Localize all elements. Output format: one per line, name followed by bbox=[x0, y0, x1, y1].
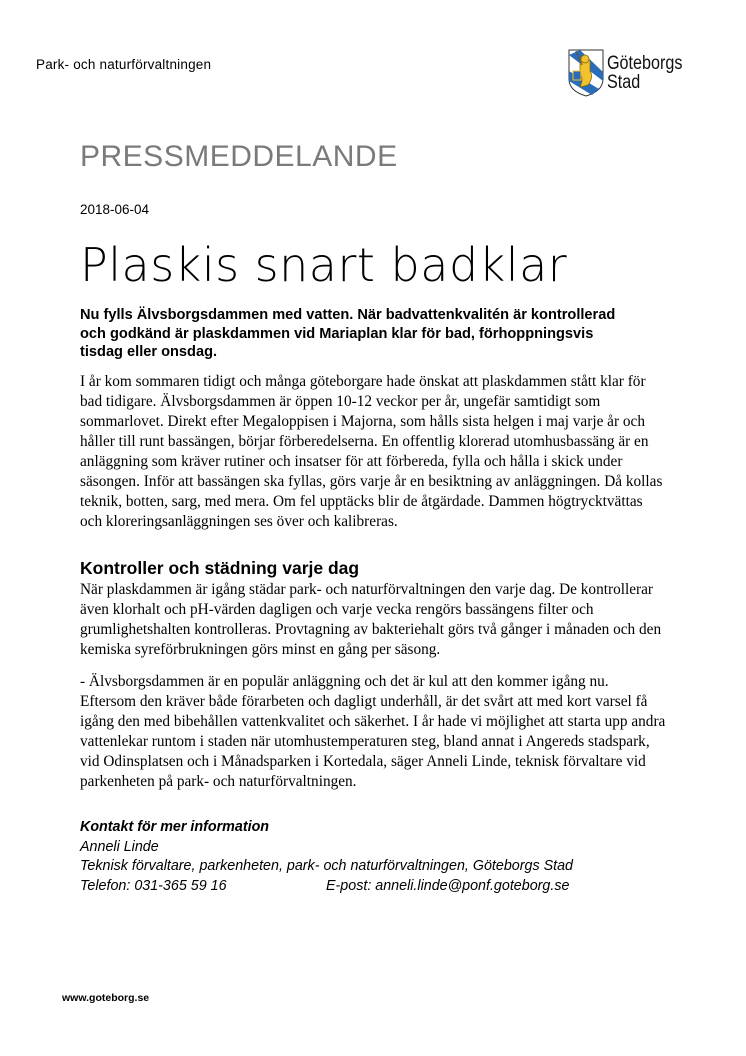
document-type: PRESSMEDDELANDE bbox=[80, 140, 398, 173]
lead-line: och godkänd är plaskdammen vid Mariaplan klar för bad, förhoppningsvis bbox=[80, 325, 594, 342]
text-line: håller till runt bassängen, börjar förberedelserna. En offentlig klorerad utomhusbassäng är en bbox=[80, 433, 649, 450]
text-line: Eftersom den kräver både förarbeten och dagligt underhåll, är det svårt att med kort varsel få bbox=[80, 693, 648, 710]
contact-role: Teknisk förvaltare, parkenheten, park- och naturförvaltningen, Göteborgs Stad bbox=[80, 858, 573, 874]
logo-text-line1: Göteborgs bbox=[607, 53, 683, 74]
paragraph-1 bbox=[80, 372, 662, 532]
contact-name: Anneli Linde bbox=[80, 838, 159, 855]
lead-paragraph bbox=[80, 306, 615, 362]
text-line: även klorhalt och pH-värden dagligen och varje vecka rengörs bassängens filter och bbox=[80, 601, 594, 618]
text-line: anläggning som kräver rutiner och insatser för att förbereda, fylla och hålla i skick under bbox=[80, 453, 623, 470]
publish-date: 2018-06-04 bbox=[80, 202, 150, 217]
contact-heading: Kontakt för mer information bbox=[80, 819, 270, 835]
website-link[interactable]: www.goteborg.se bbox=[62, 992, 150, 1004]
contact-phone: Telefon: 031-365 59 16 bbox=[80, 877, 227, 894]
text-line: bad tidigare. Älvsborgsdammen är öppen 10-12 veckor per år, ungefär samtidigt som bbox=[80, 393, 601, 410]
text-line: säsongen. Inför att bassängen ska fyllas, görs varje år en besiktning av anläggningen. Då kollas bbox=[80, 473, 663, 490]
text-line: kemiska syreförbrukningen görs minst en gång per säsong. bbox=[80, 641, 441, 658]
page-title: Plaskis snart badklar bbox=[80, 238, 568, 292]
text-line: och kloreringsanläggningen ses över och kalibreras. bbox=[80, 513, 398, 530]
text-line: - Älvsborgsdammen är en populär anläggning och det är kul att den kommer igång nu. bbox=[80, 673, 609, 690]
text-line: grumlighetshalten kontrolleras. Provtagning av bakteriehalt görs två gånger i månaden och den bbox=[80, 621, 662, 638]
lead-line: tisdag eller onsdag. bbox=[80, 344, 218, 360]
text-line: vattenlekar runtom i staden när utomhustemperaturen steg, bland annat i Angereds stadspark, bbox=[80, 733, 650, 750]
paragraph-2 bbox=[80, 580, 661, 660]
text-line: teknik, botten, sarg, med mera. Om fel upptäcks blir de åtgärdade. Dammen högtrycktvättas bbox=[80, 493, 643, 510]
contact-block bbox=[80, 818, 573, 896]
text-line: När plaskdammen är igång städar park- och naturförvaltningen den varje dag. De kontrollerar bbox=[80, 581, 653, 598]
contact-details bbox=[80, 877, 573, 897]
text-line: sommarlovet. Direkt efter Megaloppisen i Majorna, som hålls sista helgen i maj varje år och bbox=[80, 413, 645, 430]
lead-line: Nu fylls Älvsborgsdammen med vatten. När badvattenkvalitén är kontrollerad bbox=[80, 307, 616, 323]
logo-text-line2: Stad bbox=[607, 72, 641, 93]
department-name: Park- och naturförvaltningen bbox=[36, 57, 212, 72]
text-line: vid Odinsplatsen och i Månadsparken i Kortedala, säger Anneli Linde, teknisk förvaltare vid bbox=[80, 753, 646, 770]
contact-email[interactable]: E-post: anneli.linde@ponf.goteborg.se bbox=[326, 877, 570, 894]
text-line: parkenheten på park- och naturförvaltningen. bbox=[80, 773, 357, 790]
coat-of-arms-icon bbox=[566, 47, 606, 97]
paragraph-3 bbox=[80, 672, 665, 792]
text-line: I år kom sommaren tidigt och många göteborgare hade önskat att plaskdammen stått klar för bbox=[80, 373, 646, 390]
text-line: igång den med bibehållen vattenkvalitet och säkerhet. I år hade vi möjlighet att starta upp andra bbox=[80, 713, 666, 730]
logo-wordmark bbox=[607, 54, 682, 92]
section-heading: Kontroller och städning varje dag bbox=[80, 558, 360, 578]
